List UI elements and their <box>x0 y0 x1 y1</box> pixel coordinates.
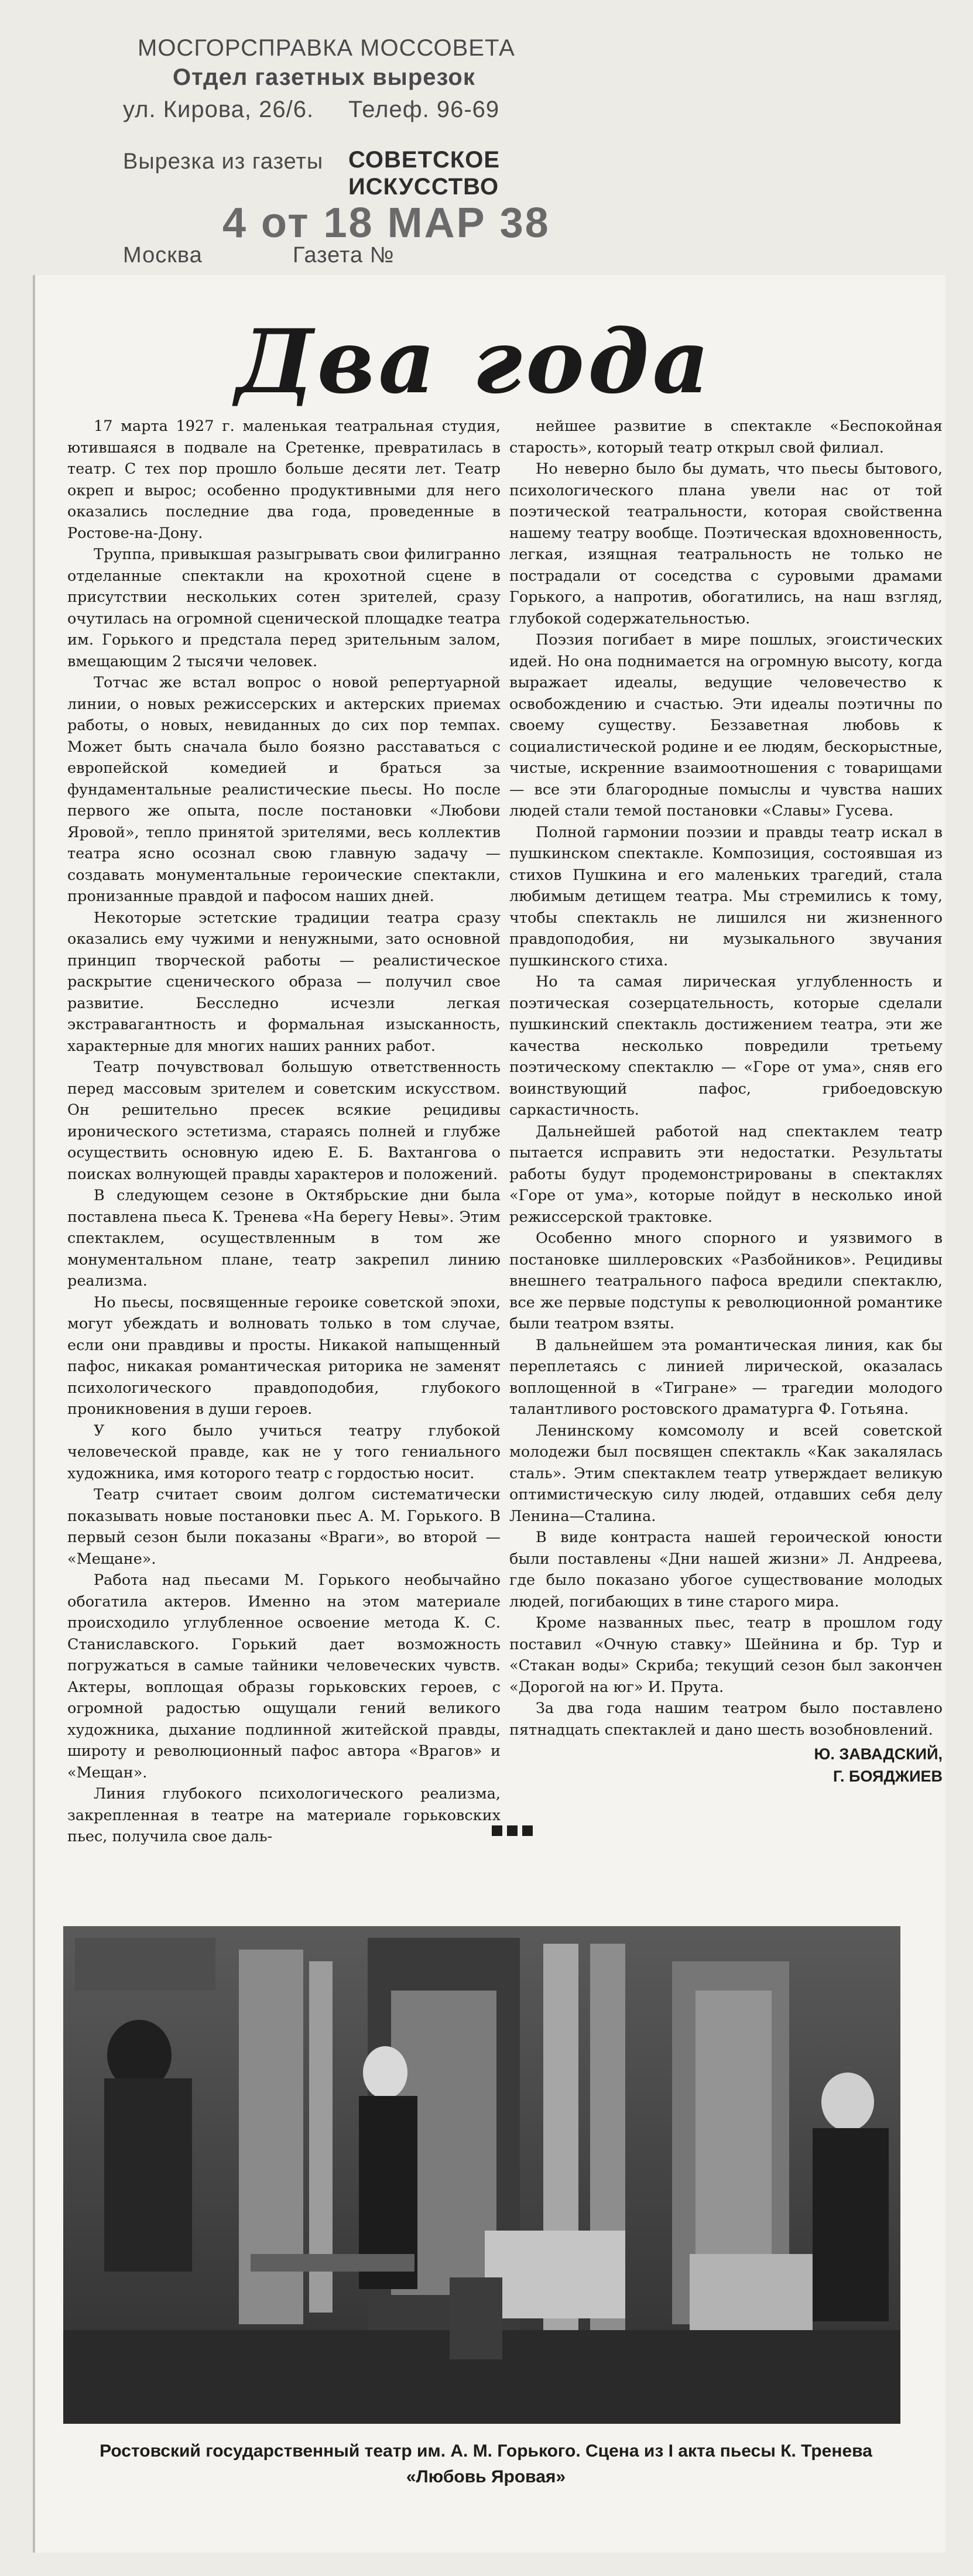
paragraph: нейшее развитие в спектакле «Беспокойная старость», который театр открыл свой филиал. <box>509 417 943 457</box>
paragraph: Но та самая лирическая углубленность и поэтическая созерцательность, которые сделали пушкинский спектакль достижением театра, эти же качества несколько повредили третьему поэтическому спектаклю — «Горе от ума», сняв его воинствующий пафос, грибоедовскую саркастичность. <box>509 973 943 1119</box>
author-zavadsky: Ю. ЗАВАДСКИЙ, <box>814 1745 943 1763</box>
paragraph: Особенно много спорного и уязвимого в постановке шиллеровских «Разбойников». Рецидивы внешнего театрального пафоса вредили спектаклю, все же первые подступы к революционной романтике были театром взяты. <box>509 1229 943 1332</box>
paragraph: Линия глубокого психологического реализма, закрепленная в театре на материале горьковских пьес, получила свое даль- <box>67 1785 501 1845</box>
article-column-1 <box>67 416 501 1848</box>
clipping-service-stamp <box>117 23 550 269</box>
paragraph: Театр почувствовал большую ответственность перед массовым зрителем и советским искусством. Он решительно пресек всякие рецидивы иронического эстетизма, стараясь полней и глубже осуществить основную идею Е. Б. Вахтангова о поисках волнующей правды характеров и положений. <box>67 1059 501 1183</box>
newspaper-clipping <box>35 275 945 2553</box>
photo-caption: Ростовский государственный театр им. А. М. Горького. Сцена из I акта пьесы К. Тренева «Любовь Яровая» <box>100 2441 872 2486</box>
stamp-phone: Телеф. 96-69 <box>348 97 500 122</box>
stamp-cutting-label: Вырезка из газеты <box>123 149 324 174</box>
stage-photo <box>63 1926 900 2424</box>
paragraph: У кого было учиться театру глубокой человеческой правде, как не у того гениального художника, имя которого театр с гордостью носит. <box>67 1421 501 1482</box>
separator-square <box>522 1825 533 1836</box>
stamp-address: ул. Кирова, 26/6. <box>123 97 314 122</box>
paragraph: 17 марта 1927 г. маленькая театральная студия, ютившаяся в подвале на Сретенке, превратилась в театр. С тех пор прошло больше десяти лет. Театр окреп и вырос; особенно продуктивными для него оказались последние два года, проведенные в Ростове-на-Дону. <box>67 417 501 542</box>
paragraph: В следующем сезоне в Октябрьские дни была поставлена пьеса К. Тренева «На берегу Невы». Этим спектаклем, осуществленным в том же монументальном плане, театр закрепил линию реализма. <box>67 1187 501 1290</box>
paragraph: Полной гармонии поэзии и правды театр искал в пушкинском спектакле. Композиция, состоявшая из стихов Пушкина и его маленьких трагедий, стала любимым детищем театра. Мы стремились к тому, чтобы спектакль не лишился ни жизненного правдоподобия, ни музыкального звучания пушкинского стиха. <box>509 823 943 970</box>
stamp-city: Москва <box>123 243 203 268</box>
stamp-department: Отдел газетных вырезок <box>173 64 475 90</box>
paragraph: В виде контраста нашей героической юности были поставлены «Дни нашей жизни» Л. Андреева, где было показано убогое существование молодых людей, погибающих в тине старого мира. <box>509 1529 943 1611</box>
stage-scene-illustration <box>63 1926 900 2424</box>
stamp-newspaper-name: СОВЕТСКОЕ ИСКУССТВО <box>348 147 501 200</box>
article-column-2 <box>509 416 943 1787</box>
paragraph: Некоторые эстетские традиции театра сразу оказались ему чужими и ненужными, зато основной принцип творческой работы — реалистическое раскрытие сценического образа — получил свое развитие. Бесследно исчезли легкая экстравагантность и формальная изысканность, характерные для многих наших ранних работ. <box>67 909 501 1055</box>
article-signature <box>509 1743 943 1787</box>
stamp-date: 4 от 18 МАР 38 <box>222 200 550 246</box>
paragraph: Тотчас же встал вопрос о новой репертуарной линии, о новых режиссерских и актерских приемах работы, о новых, невиданных до сих пор темпах. Может быть сначала было боязно расставаться с европейской комедией и браться за фундаментальные реалистические пьесы. Но после первого же опыта, после постановки «Любови Яровой», тепло принятой зрителями, весь коллектив театра ясно осознал свою главную задачу — создавать монументальные героические спектакли, пронизанные правдой и пафосом наших дней. <box>67 674 501 905</box>
paragraph: Дальнейшей работой над спектаклем театр пытается исправить эти недостатки. Результаты работы будут продемонстрированы в спектаклях «Горе от ума», которые пойдут в несколько иной режиссерской трактовке. <box>509 1122 943 1226</box>
paragraph: За два года нашим театром было поставлено пятнадцать спектаклей и дано шесть возобновлений. <box>509 1700 943 1739</box>
section-separator <box>492 1825 533 1836</box>
paragraph: Но пьесы, посвященные героике советской эпохи, могут убеждать и волновать только в том случае, если они правдивы и просты. Никакой напыщенный пафос, никакая романтическая риторика не заменят психологического правдоподобия, глубокого проникновения в души героев. <box>67 1293 501 1418</box>
paragraph: Работа над пьесами М. Горького необычайно обогатила актеров. Именно на этом материале происходило углубленное освоение метода К. С. Станиславского. Горький дает возможность погружаться в самые тайники человеческих чувств. Актеры, воплощая образы горьковских героев, с огромной радостью ощущали гений великого художника, дыхание подлинной житейской правды, широту и революционный пафос автора «Врагов» и «Мещан». <box>67 1571 501 1782</box>
paragraph: Кроме названных пьес, театр в прошлом году поставил «Очную ставку» Шейнина и бр. Тур и «Стакан воды» Скриба; текущий сезон был закончен «Дорогой на юг» И. Прута. <box>509 1614 943 1696</box>
paragraph: В дальнейшем эта романтическая линия, как бы переплетаясь с линией лирической, оказалась воплощенной в «Тигране» — трагедии молодого талантливого ростовского драматурга Ф. Готьяна. <box>509 1336 943 1418</box>
paragraph: Ленинскому комсомолу и всей советской молодежи был посвящен спектакль «Как закалялась сталь». Этим спектаклем театр утверждает великую оптимистическую силу людей, отдавших себя делу Ленина—Сталина. <box>509 1421 943 1525</box>
paragraph: Поэзия погибает в мире пошлых, эгоистических идей. Но она поднимается на огромную высоту, когда выражает идеалы, ведущие человечество к освобождению и счастью. Эти идеалы поэтичны по своему существу. Беззаветная любовь к социалистической родине и ее людям, бескорыстные, чистые, искренние взаимоотношения с товарищами — все эти благородные помыслы и чувства наших людей стали темой постановки «Славы» Гусева. <box>509 631 943 820</box>
author-boyadzhiev: Г. БОЯДЖИЕВ <box>833 1767 943 1785</box>
paragraph: Но неверно было бы думать, что пьесы бытового, психологического плана увели нас от той поэтической театральности, которая свойственна нашему театру вообще. Поэтическая вдохновенность, легкая, изящная театральность не только не пострадали от соседства с суровыми драмами Горького, а напротив, обогатились, на наш взгляд, глубокой содержательностью. <box>509 460 943 628</box>
stamp-organization: МОСГОРСПРАВКА МОССОВЕТА <box>138 35 515 61</box>
paragraph: Труппа, привыкшая разыгрывать свои филигранно отделанные спектакли на крохотной сцене в присутствии нескольких сотен зрителей, сразу очутилась на огромной сценической площадке театра им. Горького и предстала перед зрительным залом, вмещающим 2 тысячи человек. <box>67 546 501 670</box>
paragraph: Театр считает своим долгом систематически показывать новые постановки пьес А. М. Горького. В первый сезон были показаны «Враги», во второй — «Мещане». <box>67 1486 501 1568</box>
separator-square <box>492 1825 502 1836</box>
separator-square <box>507 1825 518 1836</box>
article-title: Два года <box>235 310 713 413</box>
stamp-gazeta-number: Газета № <box>293 243 395 268</box>
